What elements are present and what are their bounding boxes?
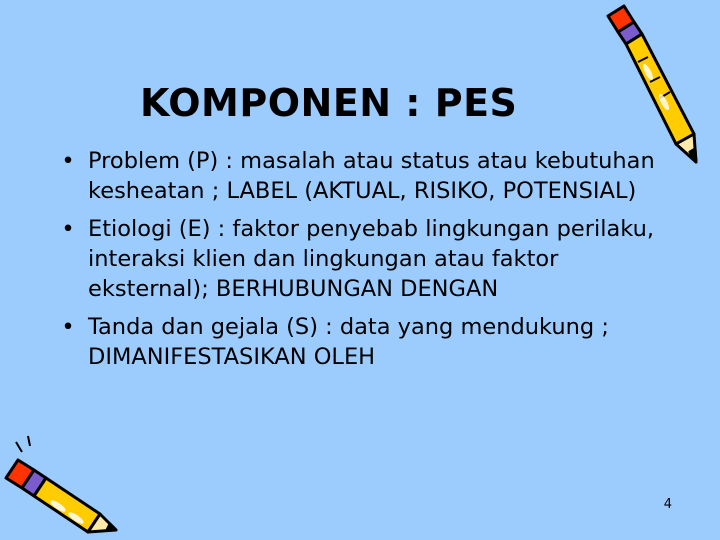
bullet-item-etiologi — [56, 214, 656, 304]
bullet-marker: • — [61, 216, 75, 242]
bullet-text-etiologi: Etiologi (E) : faktor penyebab lingkungan perilaku, interaksi klien dan lingkungan atau faktor eksternal); BERHUBUNGAN DENGAN — [88, 216, 654, 302]
pencil-icon — [0, 430, 122, 540]
bullet-marker: • — [61, 314, 75, 340]
bullet-text-tanda: Tanda dan gejala (S) : data yang mendukung ; DIMANIFESTASIKAN OLEH — [88, 314, 609, 370]
bullet-item-tanda — [56, 312, 656, 372]
bullet-item-problem — [56, 146, 656, 206]
slide-title: KOMPONEN : PES — [140, 81, 518, 126]
bullet-marker: • — [61, 148, 75, 174]
page-number: 4 — [663, 497, 672, 512]
bullet-list — [56, 146, 656, 380]
bullet-text-problem: Problem (P) : masalah atau status atau kebutuhan kesheatan ; LABEL (AKTUAL, RISIKO, POTENSIAL) — [88, 148, 655, 204]
